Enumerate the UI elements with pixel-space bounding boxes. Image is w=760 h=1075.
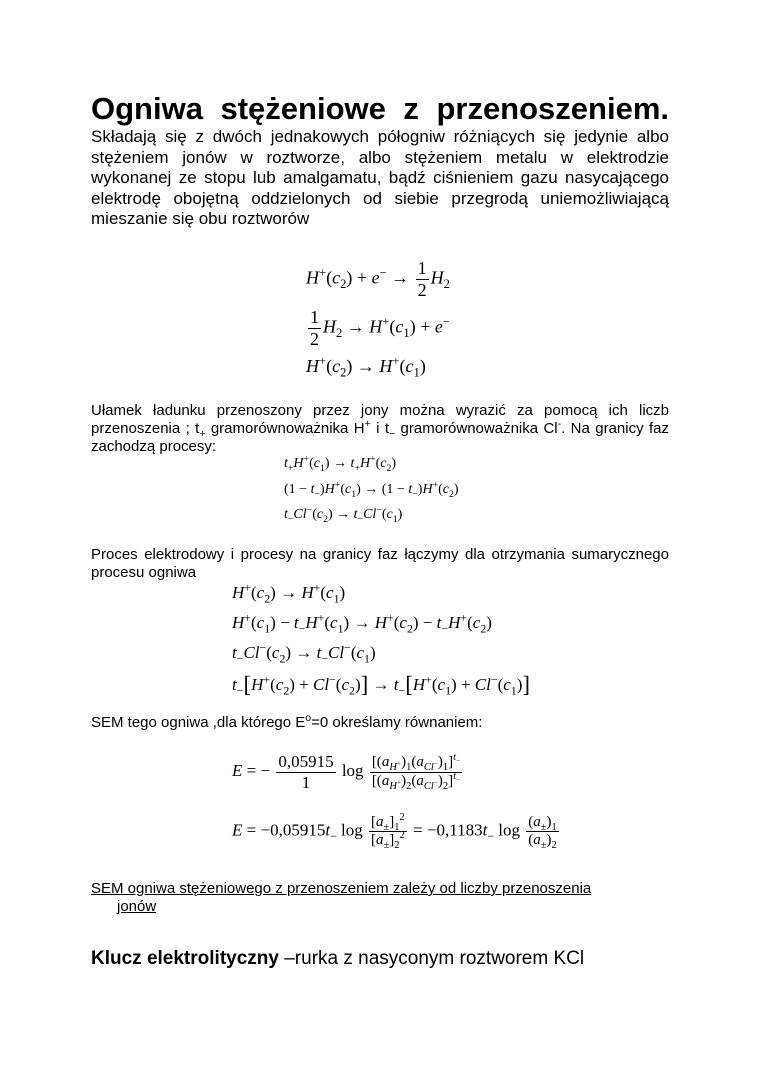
equation-7: $H^+(c_2) \to H^+(c_1)$ — [232, 580, 346, 606]
equation-4: $t_+H^+(c_1) \to t_+H^+(c_2)$ — [284, 453, 397, 474]
sem-equation-1: E = − $\frac{0,05915}{1}$ log $\frac{[(a_{H^+})_1(a_{Cl^-})_1]^{t_-}}{[(a_{H^+})_2(a_{Cl^-})_2]^{t_-}}$ — [232, 752, 461, 792]
equation-5: $(1 - t_-)H^+(c_1) \to (1 - t_-)H^+(c_2)$ — [284, 479, 459, 500]
equation-2: $\frac{1}{2}$ $H_2 \to H^+(c_1) + e^-$ — [310, 307, 450, 349]
equation-1: $H^+(c_2) + e^-$ → $\frac{1}{2}$ $H_2$ — [306, 258, 450, 300]
sem-paragraph: SEM tego ogniwa ,dla którego $E^o=0$ określamy równaniem: — [91, 712, 483, 731]
equation-3: $H^+(c_2) \to H^+(c_1)$ — [306, 354, 426, 380]
transfer-number-paragraph: Ułamek ładunku przenoszony przez jony można wyrazić za pomocą ich liczb przenoszenia ; $t_+$ gramorównoważnika H+ i $t_-$ gramorównoważnika Cl-. Na granicy faz zachodzą procesy: — [91, 402, 669, 455]
equation-10: $t_-[H^+(c_2) + Cl^-(c_2)] \to t_-[H^+(c_1) + Cl^-(c_1)]$ — [232, 672, 531, 698]
sem-equation-2: $E = -0,05915t_-$ log $\frac{[a_\pm]_1^2}{[a_\pm]_2^2}$ = $-0,1183t_-$ log $\frac{(a_\pm)_1}{(a_\pm)_2}$ — [232, 812, 557, 852]
summary-process-paragraph: Proces elektrodowy i procesy na granicy faz łączymy dla otrzymania sumarycznego procesu ogniwa — [91, 546, 669, 581]
salt-bridge-definition: Klucz elektrolityczny –rurka z nasyconym roztworem KCl — [91, 948, 585, 969]
equation-8: $H^+(c_1) - t_-H^+(c_1) \to H^+(c_2) - t_-H^+(c_2)$ — [232, 610, 492, 636]
sem-conclusion: SEM ogniwa stężeniowego z przenoszeniem zależy od liczby przenoszenia jonów — [91, 880, 592, 915]
intro-paragraph: Składają się z dwóch jednakowych półogniw różniących się jedynie albo stężeniem jonów w roztworze, albo stężeniem metalu w elektrodzie wykonanej ze stopu lub amalgamatu, bądź ciśnieniem gazu nasycającego elektrodę obojętną oddzielonych od siebie przegrodą uniemożliwiającą mieszanie się obu roztworów — [91, 127, 669, 228]
equation-9: $t_-Cl^-(c_2) \to t_-Cl^-(c_1)$ — [232, 640, 376, 666]
page-title: Ogniwa stężeniowe z przenoszeniem. — [91, 91, 669, 126]
equation-6: $t_-Cl^-(c_2) \to t_-Cl^-(c_1)$ — [284, 504, 403, 525]
